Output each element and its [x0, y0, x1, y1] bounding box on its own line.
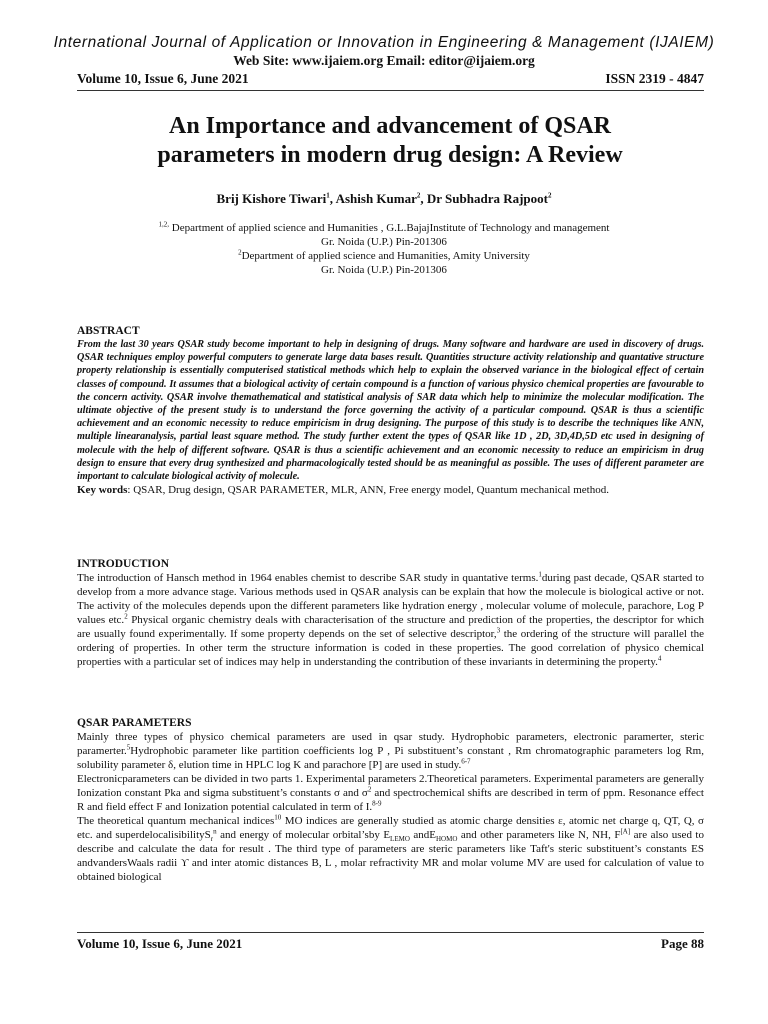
qsar-parameters-section	[77, 716, 704, 884]
journal-name: International Journal of Application or Innovation in Engineering & Management (IJAIEM)	[53, 34, 715, 51]
author-3-sup: 2	[548, 191, 552, 200]
citation-sup: 1	[538, 570, 542, 579]
affiliation-2-city: Gr. Noida (U.P.) Pin-201306	[321, 264, 447, 276]
qsar-heading: QSAR PARAMETERS	[77, 717, 192, 729]
qsar-text-7: and energy of molecular orbital’sby E	[216, 829, 391, 841]
affiliation-1	[0, 222, 768, 234]
subscript-homo: HOMO	[435, 835, 458, 844]
affil-1-text: Department of applied science and Humanities , G.L.BajajInstitute of Technology and management	[171, 222, 610, 234]
intro-text-3: Physical organic chemistry deals with characterisation of the structure and prediction of the properties, the descriptor for which are usually found experimentally. If some property depends on the set of selective descriptor,	[77, 614, 704, 640]
citation-sup: 3	[496, 626, 501, 635]
qsar-text-3: Electronicparameters can be divided in two parts 1. Experimental parameters 2.Theoretical parameters. Experimental parameters are generally Ionization constant Pka and sigma substituent’s constants σ and σ	[77, 773, 704, 799]
intro-text-2: during past decade, QSAR started to develop from a more advance stage. Various methods used in QSAR analysis can be explain that how the molecule is biological active or not. The activity of the molecules depends upon the different parameters like hydration energy , molecular volume of molecule, parachore, Log P values etc.	[77, 572, 704, 626]
affil-2-sup: 2	[238, 248, 242, 257]
title-line-1: An Importance and advancement of QSAR	[168, 113, 611, 139]
superscript: 2	[367, 785, 372, 794]
issn: ISSN 2319 - 4847	[605, 71, 704, 86]
affiliation-1-city: Gr. Noida (U.P.) Pin-201306	[321, 236, 447, 248]
qsar-text-5: The theoretical quantum mechanical indices	[77, 815, 275, 827]
citation-sup: 6-7	[461, 757, 471, 766]
page-footer	[77, 936, 704, 952]
subscript-lemo: LEMO	[390, 835, 410, 844]
citation-sup: 10	[274, 813, 282, 822]
qsar-text-9: and other parameters like N, NH, F	[457, 829, 621, 841]
abstract-heading: ABSTRACT	[77, 325, 140, 337]
subscript: r	[210, 835, 214, 844]
volume-info: Volume 10, Issue 6, June 2021	[77, 71, 249, 86]
footer-volume: Volume 10, Issue 6, June 2021	[77, 936, 243, 951]
qsar-paragraph-2	[77, 772, 704, 814]
introduction-paragraph	[77, 571, 704, 669]
qsar-text-4: and spectrochemical shifts are described in term of ppm. Resonance effect R and field effect F and Ionization potential calculated in term of I.	[77, 787, 704, 813]
keywords-list: : QSAR, Drug design, QSAR PARAMETER, MLR, ANN, Free energy model, Quantum mechanical method.	[127, 484, 609, 497]
journal-website: Web Site: www.ijaiem.org Email: editor@ijaiem.org	[233, 53, 535, 68]
title-line-2: parameters in modern drug design: A Review	[157, 142, 623, 168]
introduction-heading: INTRODUCTION	[77, 558, 170, 570]
affil-1-sup: 1,2,	[158, 220, 170, 229]
footer-rule	[77, 932, 704, 933]
issue-line	[77, 71, 704, 87]
abstract-text: From the last 30 years QSAR study become important to help in designing of drugs. Many software and hardware are used in discovery of drugs. QSAR techniques employ powerful computers to generate large data bases result. Quantities structure activity relationship and quantative structure property relationship is essentially computerised statistical methods which help to explain the observed variance in the biological effect of certain classes of compound. It assumes that a biological activity of certain compound is a function of various physico chemical properties are favourable to the concern activity. QSAR involve themathematical and statistical analysis of SAR data which help to minimize the molecular modification. The ultimate objective of the present study is to understand the force governing the activity of a particular compound. QSAR is thus a scientific achievement and an economic necessity to reduce empiricism in drug designing. The purpose of this study is to describe the techniques like ANN, multiple linearanalysis, partial least square method. The study further extent the types of QSAR like 1D , 2D, 3D,4D,5D etc used in designing of molecule with the help of different software. QSAR is thus a scientific achievement and an economic necessity to reduce an empiricism in drug design to ensure that every drug synthesized and pharmacologically tested should be as meaningful as possible. The uses of different parameter are important to calculate biological activity of molecule.	[77, 339, 704, 483]
keywords	[77, 483, 704, 497]
intro-text-1: The introduction of Hansch method in 1964 enables chemist to describe SAR study in quantative terms.	[77, 572, 539, 584]
affiliation-2	[0, 250, 768, 262]
citation-sup: 2	[124, 612, 128, 621]
paper-title	[90, 112, 690, 170]
abstract-section	[77, 324, 704, 497]
qsar-paragraph-3	[77, 814, 704, 884]
qsar-text-8: andE	[409, 829, 436, 841]
keywords-label: Key words	[77, 484, 128, 497]
intro-text-4: the ordering of the structure will parallel the ordering of properties. In other term the structure information is coded in these properties. The good correlation of physico chemical properties with a particular set of indices may help in understanding the contribution of these invariants in determining the property.	[77, 628, 704, 668]
superscript: n	[213, 827, 217, 836]
header-rule	[77, 90, 704, 91]
citation-sup: 8-9	[372, 799, 382, 808]
author-1: Brij Kishore Tiwari	[216, 191, 327, 206]
author-2-sup: 2	[416, 191, 421, 200]
affil-2-text: Department of applied science and Humanities, Amity University	[241, 250, 530, 262]
qsar-text-6: MO indices are generally studied as atomic charge densities ε, atomic net charge q, QT, Q, σ etc. and superdelocalisibilityS	[77, 815, 704, 841]
citation-sup: 4	[657, 654, 662, 663]
qsar-paragraph-1	[77, 730, 704, 772]
page-number: Page 88	[661, 936, 704, 951]
author-2: Ashish Kumar	[335, 191, 417, 206]
qsar-text-2: Hydrophobic parameter like partition coefficients log P , Pi substituent’s constant , Rm chromatographic parameters log Rm, solubility parameter δ, elution time in HPLC log K and parachore [P] are used in study.	[77, 745, 704, 771]
author-1-sup: 1	[326, 191, 330, 200]
introduction-section	[77, 557, 704, 669]
author-list: Brij Kishore Tiwari$^1$, Ashish Kumar$^2$, Dr Subhadra Rajpoot$^2$	[216, 191, 552, 206]
citation-sup: 5	[126, 743, 131, 752]
author-3: Dr Subhadra Rajpoot	[426, 191, 548, 206]
qsar-text-10: are also used to describe and calculate the data for result . The third type of parameters are steric parameters like Taft's steric substituent’s constants ES andvandersWaals radii ϒ and inter atomic distances B, L , molar refractivity MR and molar volume MV are used for calculation of value to obtained biological	[77, 829, 704, 883]
qsar-text-1: Mainly three types of physico chemical parameters are used in qsar study. Hydrophobic parameters, electronic paramerter, steric paramerter.	[77, 731, 704, 757]
superscript: [A]	[620, 827, 631, 836]
